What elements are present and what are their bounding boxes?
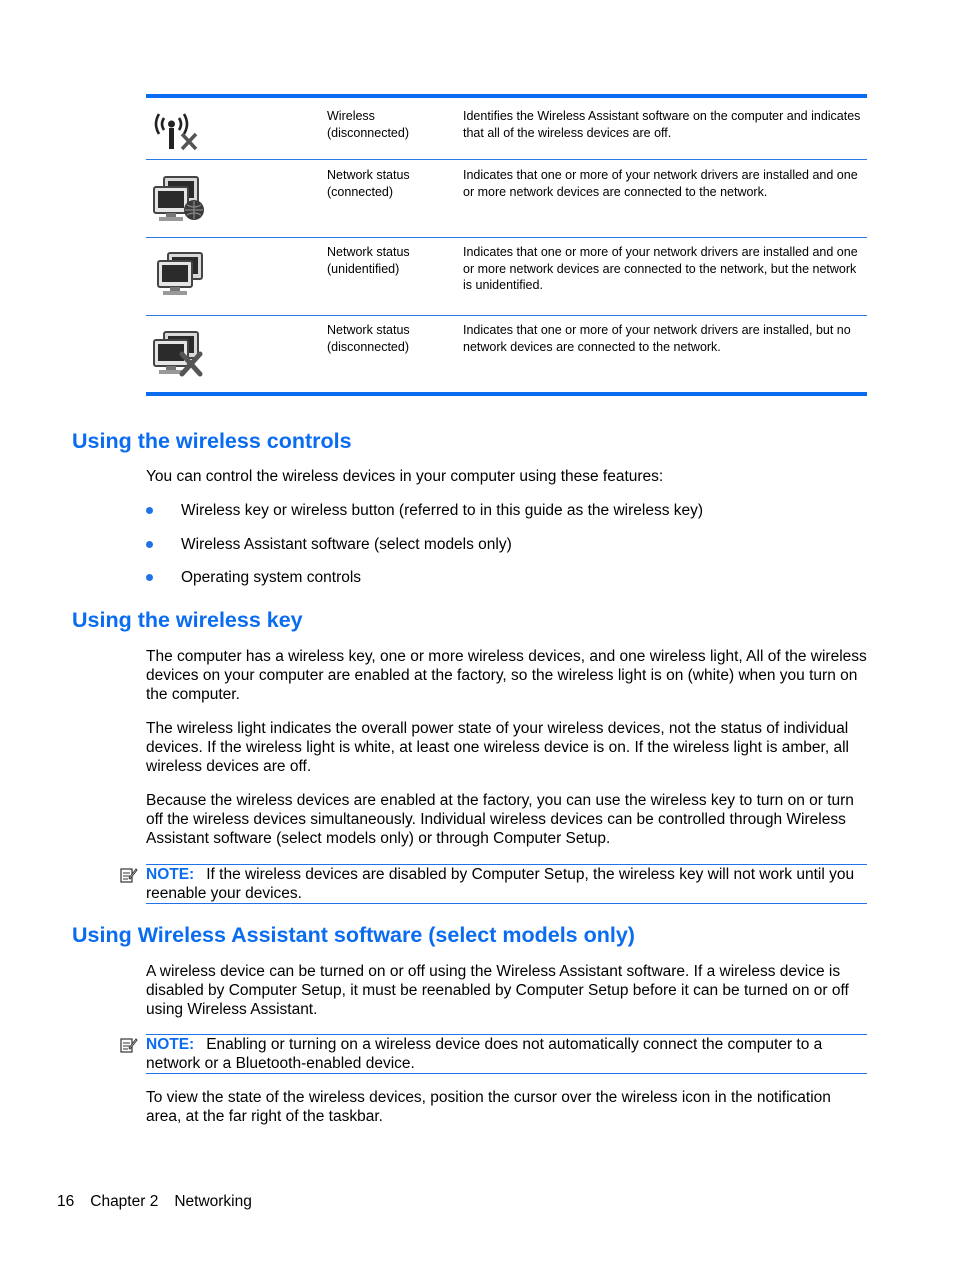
table-row bbox=[146, 316, 867, 392]
page-footer bbox=[57, 1192, 268, 1211]
table-row bbox=[146, 160, 867, 238]
note-label: NOTE: bbox=[146, 1036, 195, 1053]
chapter-title: Networking bbox=[174, 1193, 252, 1210]
icon-table bbox=[146, 94, 867, 396]
note-box bbox=[146, 864, 867, 904]
paragraph: The wireless light indicates the overall power state of your wireless devices, not the status of individual devices. If the wireless light is white, at least one wireless device is on. If the wireless light is amber, all wireless devices are off. bbox=[146, 720, 849, 776]
icon-name: Network status (connected) bbox=[327, 168, 410, 199]
icon-description: Indicates that one or more of your network drivers are installed and one or more network devices are connected to the network. bbox=[463, 168, 858, 199]
section-heading: Using the wireless key bbox=[72, 608, 303, 632]
table-row bbox=[146, 98, 867, 160]
paragraph: You can control the wireless devices in your computer using these features: bbox=[146, 468, 664, 485]
note-text: If the wireless devices are disabled by Computer Setup, the wireless key will not work until you reenable your devices. bbox=[146, 866, 855, 903]
note-label: NOTE: bbox=[146, 866, 195, 883]
note-text: Enabling or turning on a wireless device does not automatically connect the computer to a network or a Bluetooth-enabled device. bbox=[146, 1036, 823, 1073]
paragraph: The computer has a wireless key, one or more wireless devices, and one wireless light, All of the wireless devices on your computer are enabled at the factory, so the wireless light is on (white) when you turn on the computer. bbox=[146, 648, 867, 704]
table-row bbox=[146, 238, 867, 316]
icon-description: Indicates that one or more of your network drivers are installed and one or more network devices are connected to the network, but the network is unidentified. bbox=[463, 245, 858, 292]
icon-name: Wireless (disconnected) bbox=[327, 109, 409, 140]
bullet-icon bbox=[146, 507, 153, 514]
bullet-icon bbox=[146, 541, 153, 548]
note-icon bbox=[120, 1036, 138, 1059]
section-heading: Using the wireless controls bbox=[72, 429, 352, 453]
network-unidentified-icon bbox=[150, 251, 206, 306]
note-box bbox=[146, 1034, 867, 1074]
icon-name: Network status (disconnected) bbox=[327, 323, 410, 354]
wireless-disconnected-icon bbox=[150, 106, 202, 157]
icon-name: Network status (unidentified) bbox=[327, 245, 410, 276]
bullet-icon bbox=[146, 574, 153, 581]
network-connected-icon bbox=[150, 175, 206, 232]
network-disconnected-icon bbox=[150, 330, 206, 385]
page-number: 16 bbox=[57, 1193, 75, 1210]
section-heading: Using Wireless Assistant software (select models only) bbox=[72, 923, 635, 947]
note-icon bbox=[120, 866, 138, 889]
paragraph: To view the state of the wireless devices, position the cursor over the wireless icon in the notification area, at the far right of the taskbar. bbox=[146, 1089, 831, 1126]
icon-description: Indicates that one or more of your network drivers are installed, but no network devices are connected to the network. bbox=[463, 323, 851, 354]
paragraph: Because the wireless devices are enabled at the factory, you can use the wireless key to turn on or turn off the wireless devices simultaneously. Individual wireless devices can be controlled through Wireless Assistant software (select models only) or through Computer Setup. bbox=[146, 792, 854, 848]
icon-description: Identifies the Wireless Assistant software on the computer and indicates that all of the wireless devices are off. bbox=[463, 109, 861, 140]
paragraph: A wireless device can be turned on or off using the Wireless Assistant software. If a wireless device is disabled by Computer Setup, it must be reenabled by Computer Setup before it can be turned on or off using Wireless Assistant. bbox=[146, 963, 849, 1019]
chapter-label: Chapter 2 bbox=[90, 1193, 159, 1210]
